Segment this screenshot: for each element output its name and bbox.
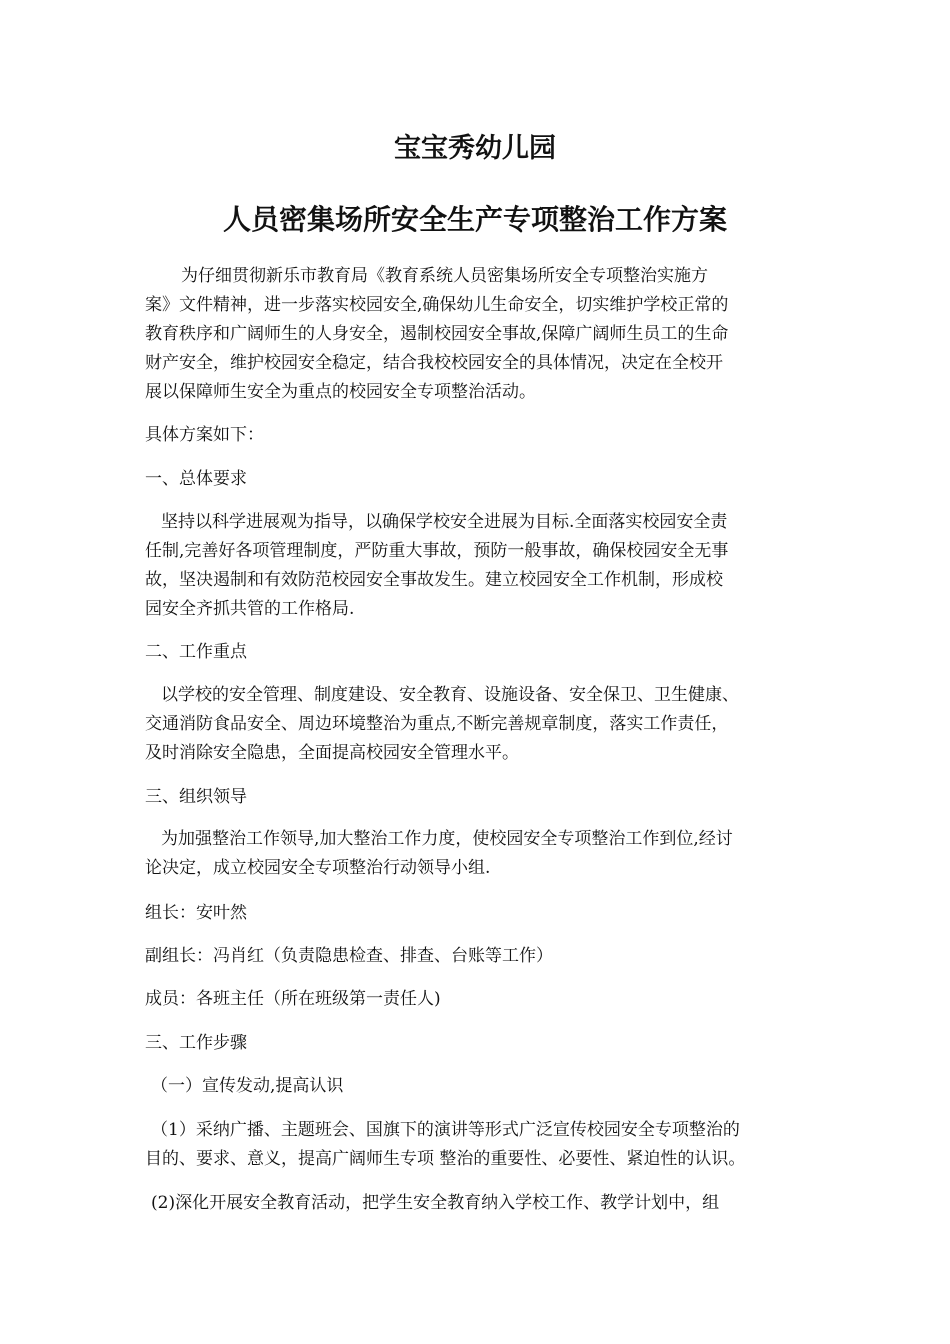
- section3-body: [145, 825, 810, 883]
- members: [145, 985, 810, 1014]
- body-line: 目的、要求、意义，提高广阔师生专项 整治的重要性、必要性、紧迫性的认识。: [145, 1149, 746, 1169]
- section4-heading: [145, 1029, 810, 1058]
- members-text: 成员：各班主任（所在班级第一责任人): [145, 989, 441, 1009]
- section2-body: [145, 681, 810, 768]
- body-line: 交通消防食品安全、周边环境整治为重点,不断完善规章制度，落实工作责任，: [145, 714, 729, 734]
- body-line: 论决定，成立校园安全专项整治行动领导小组.: [145, 858, 491, 878]
- intro-line: 财产安全，维护校园安全稳定，结合我校校园安全的具体情况，决定在全校开: [145, 353, 723, 373]
- step1-heading: [145, 1072, 810, 1101]
- body-line: 故，坚决遏制和有效防范校园安全事故发生。建立校园安全工作机制，形成校: [145, 570, 723, 590]
- body-line: 以学校的安全管理、制度建设、安全教育、设施设备、安全保卫、卫生健康、: [161, 685, 739, 705]
- body-line: 坚持以科学进展观为指导，以确保学校安全进展为目标.全面落实校园安全责: [161, 512, 728, 532]
- section1-body: [145, 508, 810, 624]
- section-heading-text: 一、总体要求: [145, 469, 247, 489]
- body-line: 园安全齐抓共管的工作格局.: [145, 599, 355, 619]
- school-title: 宝宝秀幼儿园: [394, 133, 556, 164]
- intro-line: 案》文件精神，进一步落实校园安全,确保幼儿生命安全，切实维护学校正常的: [145, 295, 729, 315]
- section-heading-text: 二、工作重点: [145, 642, 247, 662]
- vice-leader-text: 副组长：冯肖红（负责隐患检查、排查、台账等工作）: [145, 946, 553, 966]
- intro-line: 展以保障师生安全为重点的校园安全专项整治活动。: [145, 382, 536, 402]
- vice-leader: [145, 942, 810, 971]
- plan-intro: [145, 421, 810, 450]
- document-title: 人员密集场所安全生产专项整治工作方案: [222, 203, 727, 236]
- section1-heading: [145, 465, 810, 494]
- plan-intro-text: 具体方案如下：: [145, 425, 264, 445]
- body-line: 任制,完善好各项管理制度，严防重大事故，预防一般事故，确保校园安全无事: [145, 541, 729, 561]
- intro-paragraph: [145, 262, 810, 407]
- section2-heading: [145, 638, 810, 667]
- intro-line: 教育秩序和广阔师生的人身安全，遏制校园安全事故,保障广阔师生员工的生命: [145, 324, 729, 344]
- section-heading-text: 三、组织领导: [145, 787, 247, 807]
- body-line: 为加强整治工作领导,加大整治工作力度，使校园安全专项整治工作到位,经讨: [161, 829, 733, 849]
- body-line: （1）采纳广播、主题班会、国旗下的演讲等形式广泛宣传校园安全专项整治的: [151, 1120, 740, 1140]
- section-heading-text: 三、工作步骤: [145, 1033, 247, 1053]
- body-line: (2)深化开展安全教育活动，把学生安全教育纳入学校工作、教学计划中，组: [151, 1193, 720, 1213]
- intro-line: 为仔细贯彻新乐市教育局《教育系统人员密集场所安全专项整治实施方: [181, 266, 708, 286]
- step1-item2: [145, 1189, 810, 1218]
- step-heading-text: （一）宣传发动,提高认识: [151, 1076, 344, 1096]
- leader: [145, 899, 810, 928]
- step1-item1: [145, 1116, 810, 1174]
- body-line: 及时消除安全隐患，全面提高校园安全管理水平。: [145, 743, 519, 763]
- leader-text: 组长：安叶然: [145, 903, 247, 923]
- section3-heading: [145, 783, 810, 812]
